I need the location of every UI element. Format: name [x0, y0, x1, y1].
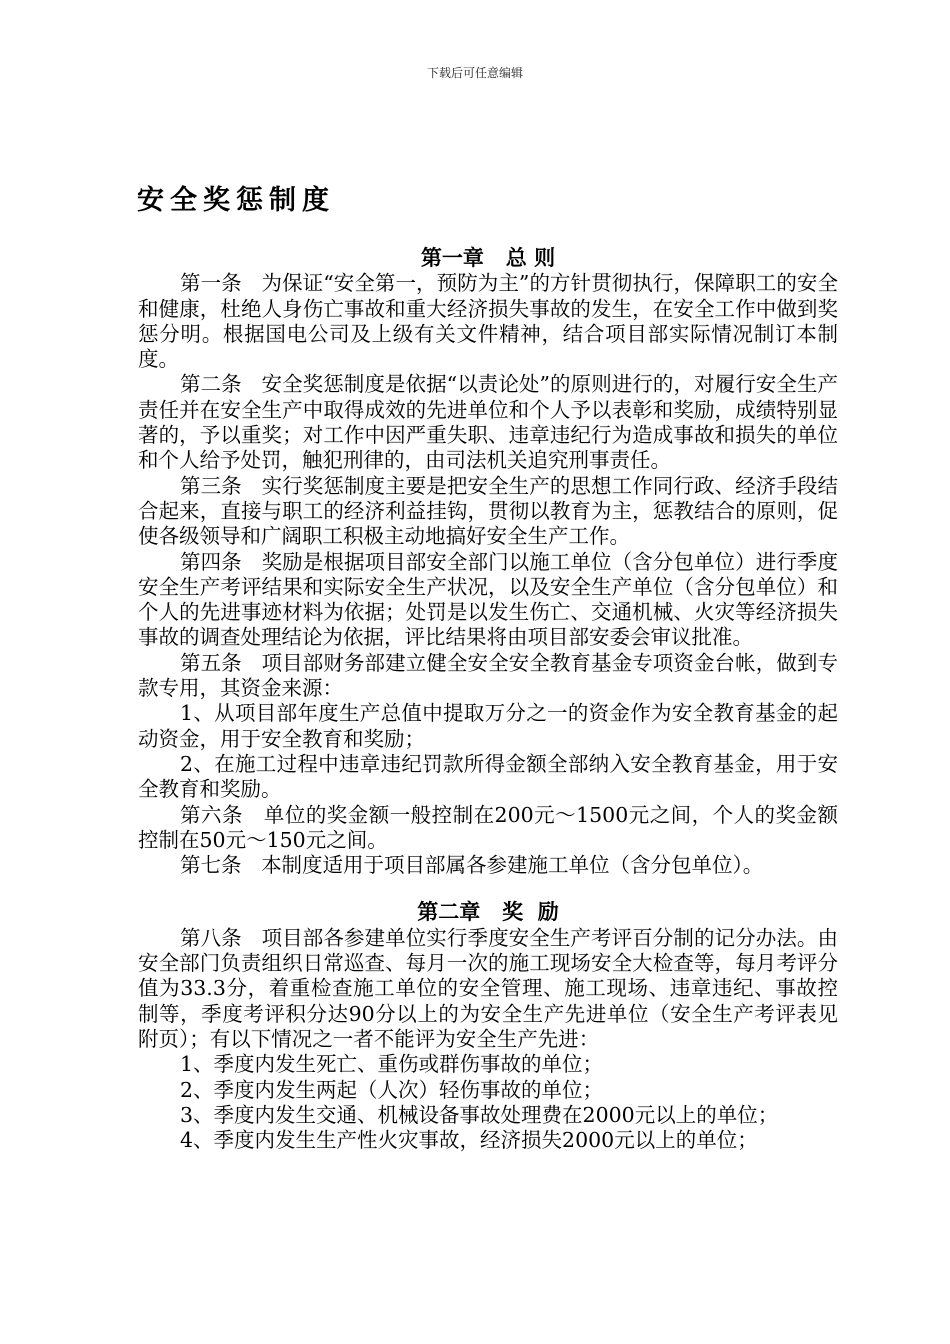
chapter-one [138, 246, 838, 878]
article-number: 第二条 [180, 372, 262, 397]
list-item [138, 1128, 838, 1153]
article-number: 第四条 [180, 549, 262, 574]
article-paragraph [138, 926, 838, 1052]
list-item [138, 1078, 838, 1103]
list-item [138, 701, 838, 752]
article-paragraph [138, 271, 838, 372]
article-paragraph [138, 372, 838, 473]
article-text: 为保证“安全第一，预防为主”的方针贯彻执行，保障职工的安全和健康，杜绝人身伤亡事故和重大经济损失事故的发生，在安全工作中做到奖惩分明。根据国电公司及上级有关文件精神，结合项目部实际情况制订本制度。 [138, 271, 838, 372]
article-text: 项目部财务部建立健全安全安全教育基金专项资金台帐，做到专款专用，其资金来源： [138, 650, 838, 701]
article-paragraph [138, 803, 838, 854]
list-item [138, 752, 838, 803]
article-paragraph [138, 550, 838, 651]
article-paragraph [138, 651, 838, 702]
document-title: 安全奖惩制度 [137, 185, 335, 216]
article-text: 2、在施工过程中违章违纪罚款所得金额全部纳入安全教育基金，用于安全教育和奖励。 [138, 751, 838, 802]
article-text: 1、季度内发生死亡、重伤或群伤事故的单位； [180, 1052, 604, 1077]
article-number: 第七条 [180, 853, 262, 878]
article-number: 第八条 [180, 925, 262, 950]
header-note: 下载后可任意编辑 [426, 66, 523, 80]
article-text: 奖励是根据项目部安全部门以施工单位（含分包单位）进行季度安全生产考评结果和实际安全生产状况，以及安全生产单位（含分包单位）和个人的先进事迹材料为依据；处罚是以发生伤亡、交通机械、火灾等经济损失事故的调查处理结论为依据，评比结果将由项目部安委会审议批准。 [138, 549, 838, 650]
article-text: 2、季度内发生两起（人次）轻伤事故的单位； [180, 1077, 604, 1102]
article-number: 第一条 [180, 271, 262, 296]
article-text: 项目部各参建单位实行季度安全生产考评百分制的记分办法。由安全部门负责组织日常巡查、每月一次的施工现场安全大检查等，每月考评分值为33.3分，着重检查施工单位的安全管理、施工现场、违章违纪、事故控制等，季度考评积分达90分以上的为安全生产先进单位（安全生产考评表见附页）；有以下情况之一者不能评为安全生产先进： [138, 925, 838, 1051]
document-body [138, 246, 838, 1153]
list-item [138, 1103, 838, 1128]
chapter-heading: 第二章 奖 励 [417, 900, 559, 925]
article-text: 本制度适用于项目部属各参建施工单位（含分包单位）。 [261, 853, 764, 878]
article-text: 实行奖惩制度主要是把安全生产的思想工作同行政、经济手段结合起来，直接与职工的经济利益挂钩，贯彻以教育为主，惩教结合的原则，促使各级领导和广阔职工积极主动地搞好安全生产工作。 [138, 473, 838, 549]
article-number: 第五条 [180, 650, 262, 675]
article-text: 单位的奖金额一般控制在200元～1500元之间，个人的奖金额控制在50元～150元之间。 [138, 802, 838, 852]
article-number: 第三条 [180, 473, 262, 498]
article-paragraph [138, 474, 838, 550]
list-item [138, 1052, 838, 1077]
article-number: 第六条 [180, 802, 264, 827]
article-paragraph [138, 853, 838, 878]
article-text: 1、从项目部年度生产总值中提取万分之一的资金作为安全教育基金的起动资金，用于安全教育和奖励； [138, 701, 838, 751]
article-text: 安全奖惩制度是依据“以责论处”的原则进行的，对履行安全生产责任并在安全生产中取得成效的先进单位和个人予以表彰和奖励，成绩特别显著的，予以重奖；对工作中因严重失职、违章违纪行为造成事故和损失的单位和个人给予处罚，触犯刑律的，由司法机关追究刑事责任。 [138, 372, 838, 473]
chapter-two [138, 900, 838, 1153]
chapter-heading: 第一章 总 则 [420, 246, 556, 270]
article-text: 3、季度内发生交通、机械设备事故处理费在2000元以上的单位； [180, 1102, 779, 1127]
article-text: 4、季度内发生生产性火灾事故，经济损失2000元以上的单位； [180, 1128, 758, 1153]
